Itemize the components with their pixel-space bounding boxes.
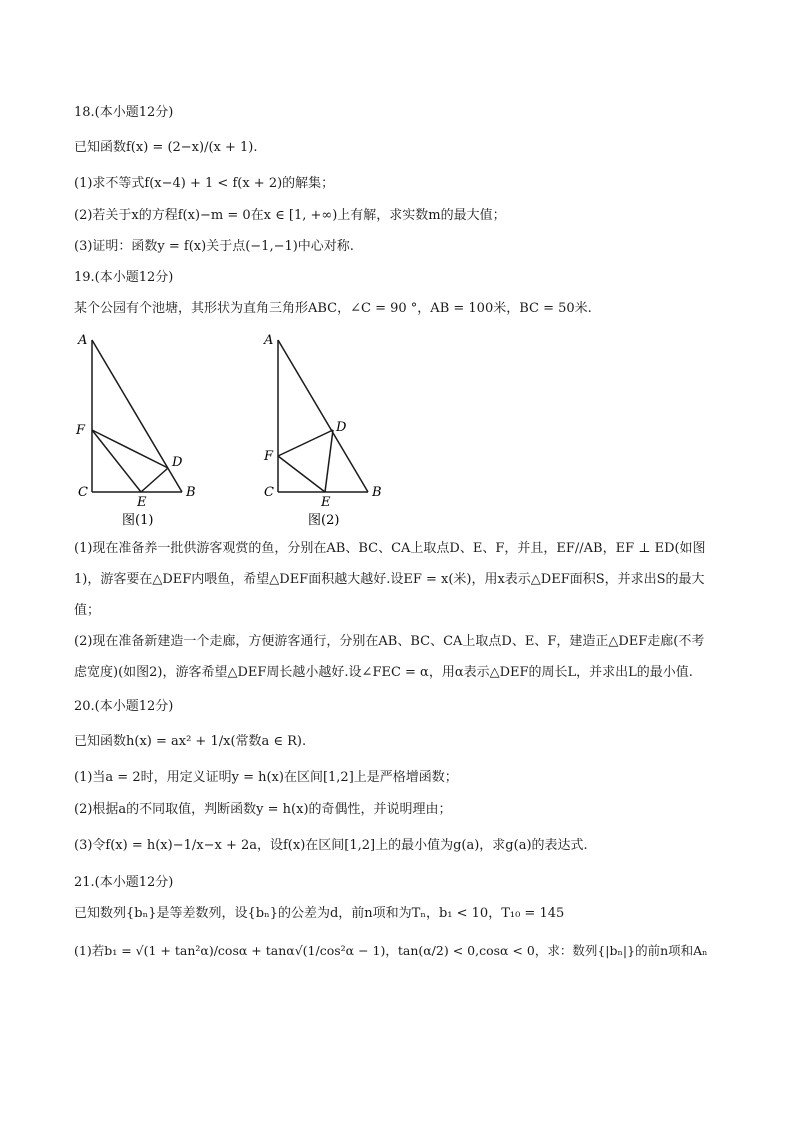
fig2-label-b: B [372,485,382,500]
q18-part-3: (3)证明：函数y = f(x)关于点(−1,−1)中心对称. [74,239,354,254]
q20-header: 20.(本小题12分) [74,699,174,714]
q20-part-2: (2)根据a的不同取值，判断函数y = h(x)的奇偶性，并说明理由； [74,802,452,817]
q21-stem: 已知数列{bₙ}是等差数列，设{bₙ}的公差为d，前n项和为Tₙ，b₁ < 10，T₁₀ = 145 [74,906,565,921]
fig1-label-f: F [76,423,86,438]
q21-part-1: (1)若b₁ = √(1 + tan²α)/cosα + tanα√(1/cos²α − 1)，tan(α/2) < 0,cosα < 0，求：数列{|bₙ|}的前n项和Aₙ [74,943,708,958]
fig2-label-a: A [264,333,274,348]
q19-stem: 某个公园有个池塘，其形状为直角三角形ABC，∠C = 90 °，AB = 100米，BC = 50米. [74,301,592,316]
fig2-label-e: E [321,495,331,510]
fig1-segment-fe [92,430,141,492]
figure-2 [256,328,396,528]
fig1-label-e: E [137,495,147,510]
fig1-side-ab [92,340,182,492]
fig1-caption: 图(1) [122,513,154,528]
q18-part-1: (1)求不等式f(x−4) + 1 < f(x + 2)的解集； [74,176,335,191]
q18-part-2: (2)若关于x的方程f(x)−m = 0在x ∈ [1, +∞)上有解，求实数m的最大值； [74,208,506,223]
fig2-caption: 图(2) [308,513,340,528]
fig2-label-f: F [264,449,274,464]
q19-part2-line-2: 虑宽度)(如图2)，游客希望△DEF周长越小越好.设∠FEC = α，用α表示△DEF的周长L，并求出L的最小值. [74,665,693,680]
fig1-label-c: C [78,485,88,500]
q19-part1-line-1: (1)现在准备养一批供游客观赏的鱼，分别在AB、BC、CA上取点D、E、F，并且，EF//AB，EF ⊥ ED(如图 [74,541,706,556]
q19-part2-line-1: (2)现在准备新建造一个走廊，方便游客通行，分别在AB、BC、CA上取点D、E、F，建造正△DEF走廊(不考 [74,634,705,649]
q19-part1-line-2: 1)，游客要在△DEF内喂鱼，希望△DEF面积越大越好.设EF = x(米)，用x表示△DEF面积S，并求出S的最大 [74,572,705,587]
fig2-segment-ed [325,430,333,492]
fig1-label-a: A [78,333,88,348]
q21-header: 21.(本小题12分) [74,875,174,890]
fig1-label-d: D [172,455,183,470]
fig2-label-c: C [264,485,274,500]
q19-part1-line-3: 值； [74,603,101,618]
fig2-segment-fd [278,430,333,456]
fig1-segment-ed [141,468,168,492]
fig2-side-ab [278,340,368,492]
fig2-label-d: D [336,420,347,435]
figure-1 [70,328,200,528]
fig1-label-b: B [186,485,196,500]
q20-part-3: (3)令f(x) = h(x)−1/x−x + 2a，设f(x)在区间[1,2]上的最小值为g(a)，求g(a)的表达式. [74,838,588,853]
q20-stem: 已知函数h(x) = ax² + 1/x(常数a ∈ R). [74,734,307,749]
q18-stem: 已知函数f(x) = (2−x)/(x + 1). [74,140,258,155]
q19-header: 19.(本小题12分) [74,270,174,285]
fig2-segment-fe [278,456,325,492]
q20-part-1: (1)当a = 2时，用定义证明y = h(x)在区间[1,2]上是严格增函数； [74,770,458,785]
q18-header: 18.(本小题12分) [74,105,174,120]
